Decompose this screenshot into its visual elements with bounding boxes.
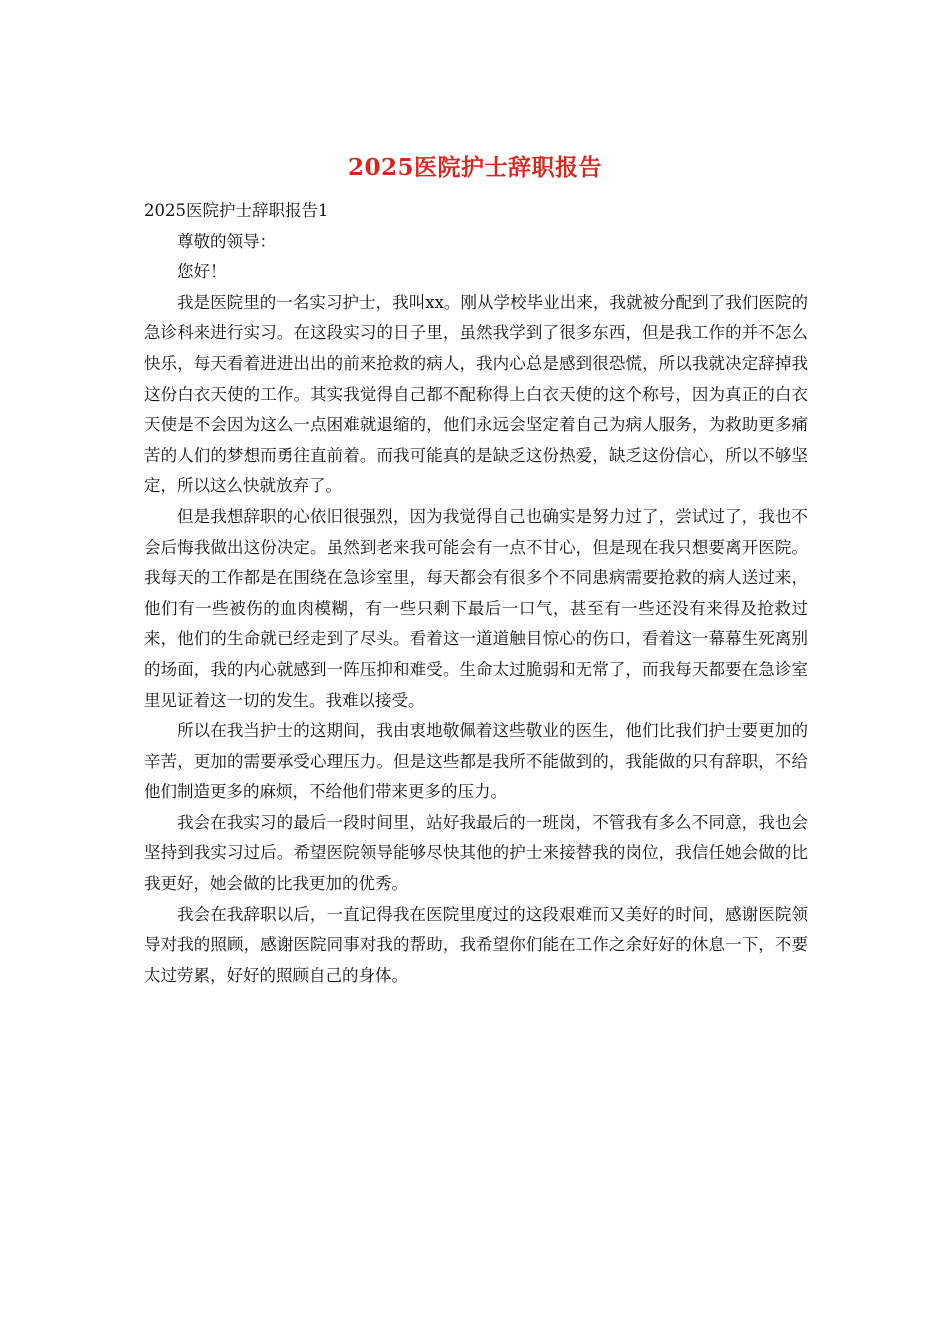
body-paragraph: 我是医院里的一名实习护士，我叫xx。刚从学校毕业出来，我就被分配到了我们医院的急诊科来进行实习。在这段实习的日子里，虽然我学到了很多东西，但是我工作的并不怎么快乐，每天看着进进出出的前来抢救的病人，我内心总是感到很恐慌，所以我就决定辞掉我这份白衣天使的工作。其实我觉得自己都不配称得上白衣天使的这个称号，因为真正的白衣天使是不会因为这么一点困难就退缩的，他们永远会坚定着自己为病人服务，为救助更多痛苦的人们的梦想而勇往直前着。而我可能真的是缺乏这份热爱，缺乏这份信心，所以不够坚定，所以这么快就放弃了。 [144, 292, 808, 496]
body-paragraph: 我会在我辞职以后，一直记得我在医院里度过的这段艰难而又美好的时间，感谢医院领导对我的照顾，感谢医院同事对我的帮助，我希望你们能在工作之余好好的休息一下，不要太过劳累，好好的照顾自己的身体。 [144, 904, 808, 985]
body-paragraph: 所以在我当护士的这期间，我由衷地敬佩着这些敬业的医生，他们比我们护士要更加的辛苦，更加的需要承受心理压力。但是这些都是我所不能做到的，我能做的只有辞职，不给他们制造更多的麻烦，不给他们带来更多的压力。 [144, 721, 808, 802]
salutation: 尊敬的领导： [177, 231, 276, 251]
greeting: 您好！ [177, 262, 227, 282]
body-paragraph: 我会在我实习的最后一段时间里，站好我最后的一班岗，不管我有多么不同意，我也会坚持到我实习过后。希望医院领导能够尽快其他的护士来接替我的岗位，我信任她会做的比我更好，她会做的比我更加的优秀。 [144, 812, 808, 894]
document-body [144, 196, 808, 991]
body-paragraph: 但是我想辞职的心依旧很强烈，因为我觉得自己也确实是努力过了，尝试过了，我也不会后悔我做出这份决定。虽然到老来我可能会有一点不甘心，但是现在我只想要离开医院。我每天的工作都是在围绕在急诊室里，每天都会有很多个不同患病需要抢救的病人送过来，他们有一些被伤的血肉模糊，有一些只剩下最后一口气，甚至有一些还没有来得及抢救过来，他们的生命就已经走到了尽头。看着这一道道触目惊心的伤口，看着这一幕幕生死离别的场面，我的内心就感到一阵压抑和难受。生命太过脆弱和无常了，而我每天都要在急诊室里见证着这一切的发生。我难以接受。 [144, 506, 808, 710]
section-heading: 2025医院护士辞职报告1 [144, 201, 329, 220]
document-title: 2025医院护士辞职报告 [347, 154, 602, 181]
